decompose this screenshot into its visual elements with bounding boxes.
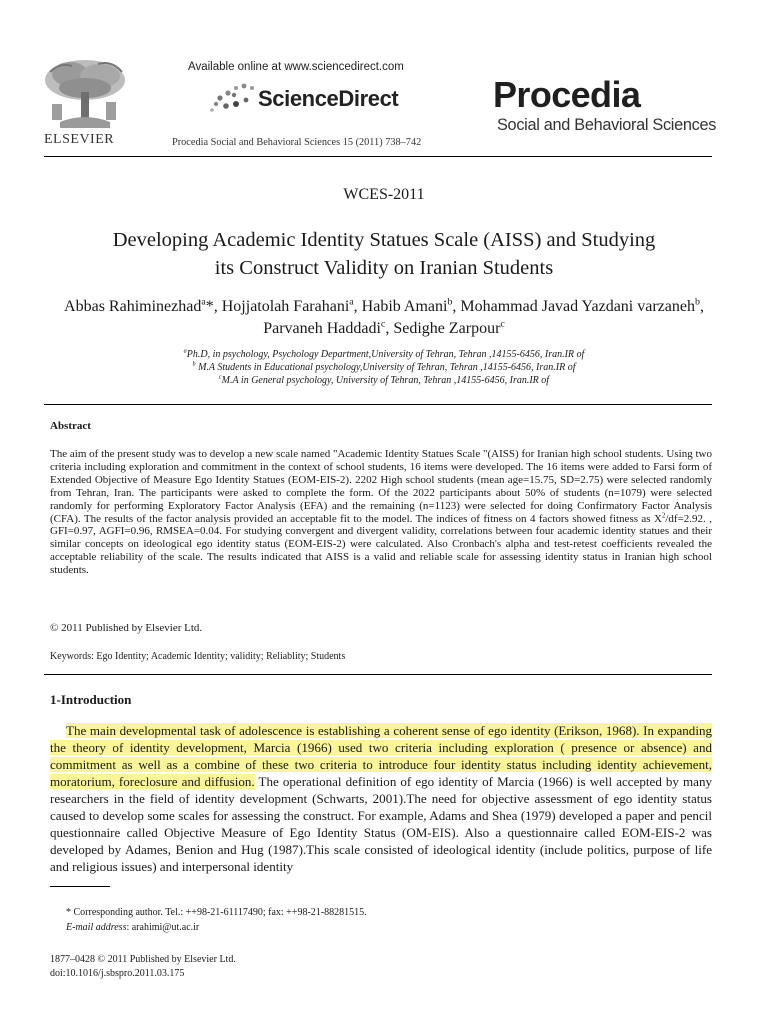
issn-line: 1877–0428 © 2011 Published by Elsevier Ltd. <box>50 954 236 965</box>
author-name: Parvaneh Haddadi <box>263 320 381 337</box>
author-name: Abbas Rahiminezhad <box>64 298 202 315</box>
affiliation-text: M.A Students in Educational psychology,University of Tehran, Tehran ,14155-6456, Iran.IR of <box>195 362 576 373</box>
email-footnote <box>66 922 199 933</box>
abstract-divider <box>44 404 712 405</box>
author-list <box>40 296 728 340</box>
affiliation-sup: a <box>183 347 187 355</box>
chi-square-superscript: 2 <box>661 511 666 519</box>
author-name: Habib Amani <box>361 298 448 315</box>
author-affil-sup: c <box>380 318 386 330</box>
email-label: E-mail address <box>66 922 127 933</box>
abstract-text-part1: The aim of the present study was to develop a new scale named "Academic Identity Statues Scale "(AISS) for Iranian high school students. Using two criteria including exploration and commitment in the context of school students, 16 items were developed. The 16 items were added to Farsi form of Extended Objective of Measure Ego Identity Statues (EOM-EIS-2). 2202 High school students (mean age=15.75, SD=2.75) were selected randomly from Tehran, Iran. The participants were asked to complete the form. Of the 2022 participants about 50% of students (n=1079) were selected randomly for performing Exploratory Factor Analysis (EFA) and the remaining (n=1123) were selected for doing Confirmatory Factor Analysis (CFA). The results of the factor analysis provided an acceptable fit to the model. The indices of fitness on 4 factors showed fitness as X <box>50 448 712 525</box>
affiliation-sup: b <box>192 360 196 368</box>
affiliation-line <box>40 348 728 361</box>
elsevier-tree-logo <box>40 58 130 130</box>
affiliation-sup: c <box>218 373 222 381</box>
author-separator: , <box>699 298 704 315</box>
title-line-1: Developing Academic Identity Statues Scale (AISS) and Studying <box>112 229 656 251</box>
author-name: Mohammad Javad Yazdani varzaneh <box>460 298 695 315</box>
keywords: Keywords: Ego Identity; Academic Identity; validity; Reliablity; Students <box>50 651 346 662</box>
section-divider <box>44 674 712 675</box>
procedia-subtitle: Social and Behavioral Sciences <box>497 116 717 134</box>
intro-paragraph <box>50 722 712 875</box>
doi-link[interactable]: doi:10.1016/j.sbspro.2011.03.175 <box>50 968 185 979</box>
sciencedirect-wordmark: ScienceDirect <box>258 86 399 111</box>
title-line-2: its Construct Validity on Iranian Students <box>214 257 554 279</box>
author-separator: , <box>452 298 461 315</box>
highlighted-text[interactable]: The main developmental task of adolescence is establishing a coherent sense of ego identity (Erikson, 1968). In expanding the theory of identity development, Marcia (1966) used two criteria including exploration ( presence or absence) and commitment as well as a combine of these two criteria to introduce four identity status including identity achievement, moratorium, foreclosure and diffusion. <box>50 723 712 789</box>
procedia-wordmark: Procedia <box>493 74 641 115</box>
affiliations <box>40 348 728 387</box>
author-affil-sup: b <box>694 296 700 308</box>
abstract-text-part2: /df=2.92. , GFI=0.97, AGFI=0.96, RMSEA=0.04. For studying convergent and divergent validity, correlations between four academic identity statues and their similar concepts on ideological ego identity status (EOM-EIS-2) were calculated. Also Cronbach's alpha and test-retest coefficients revealed the acceptable reliability of the scale. The results indicated that AISS is a valid and reliable scale for assessing identity status in Iranian high school students. <box>50 512 712 577</box>
author-affil-sup: c <box>500 318 505 330</box>
author-name: Hojjatolah Farahani <box>221 298 350 315</box>
paragraph-text: The operational definition of ego identity of Marcia (1966) is well accepted by many researchers in the field of identity development (Schwarts, 2001).The need for objective assessment of ego identity status caused to develop some scales for assessing the construct. For example, Adams and Shea (1979) developed a paper and pencil questionnaire called Objective Measure of Ego Identity Status (OM-EIS). Also a questionnaire called EOM-EIS-2 was developed by Adames, Benion and Hug (1987).This scale consisted of ideological identity (include politics, purpose of life and religious issues) and interpersonal identity <box>50 774 712 874</box>
paper-title <box>40 226 728 282</box>
copyright-notice: © 2011 Published by Elsevier Ltd. <box>50 622 203 634</box>
affiliation-text: Ph.D, in psychology, Psychology Department,University of Tehran, Tehran ,14155-6456, Iran.IR of <box>186 349 585 360</box>
affiliation-text: M.A in General psychology, University of Tehran, Tehran ,14155-6456, Iran.IR of <box>221 375 550 386</box>
author-name: Sedighe Zarpour <box>393 320 501 337</box>
author-separator: *, <box>205 298 222 315</box>
author-separator: , <box>385 320 394 337</box>
section-heading: 1-Introduction <box>50 692 132 707</box>
abstract-heading: Abstract <box>50 420 91 432</box>
author-affil-sup: a <box>201 296 206 308</box>
footnote-divider <box>50 886 110 887</box>
affiliation-line <box>40 361 728 374</box>
author-affil-sup: a <box>349 296 354 308</box>
available-online-link[interactable]: Available online at www.sciencedirect.com <box>188 61 404 73</box>
journal-citation: Procedia Social and Behavioral Sciences 15 (2011) 738–742 <box>172 137 422 148</box>
conference-label: WCES-2011 <box>343 186 425 203</box>
affiliation-line <box>40 374 728 387</box>
header-divider <box>44 156 712 157</box>
email-address[interactable]: : arahimi@ut.ac.ir <box>126 922 200 933</box>
author-separator: , <box>353 298 362 315</box>
author-affil-sup: b <box>447 296 453 308</box>
corresponding-author-footnote: * Corresponding author. Tel.: ++98-21-61117490; fax: ++98-21-88281515. <box>66 907 367 918</box>
abstract-body <box>50 448 712 577</box>
publisher-wordmark: ELSEVIER <box>44 132 115 147</box>
